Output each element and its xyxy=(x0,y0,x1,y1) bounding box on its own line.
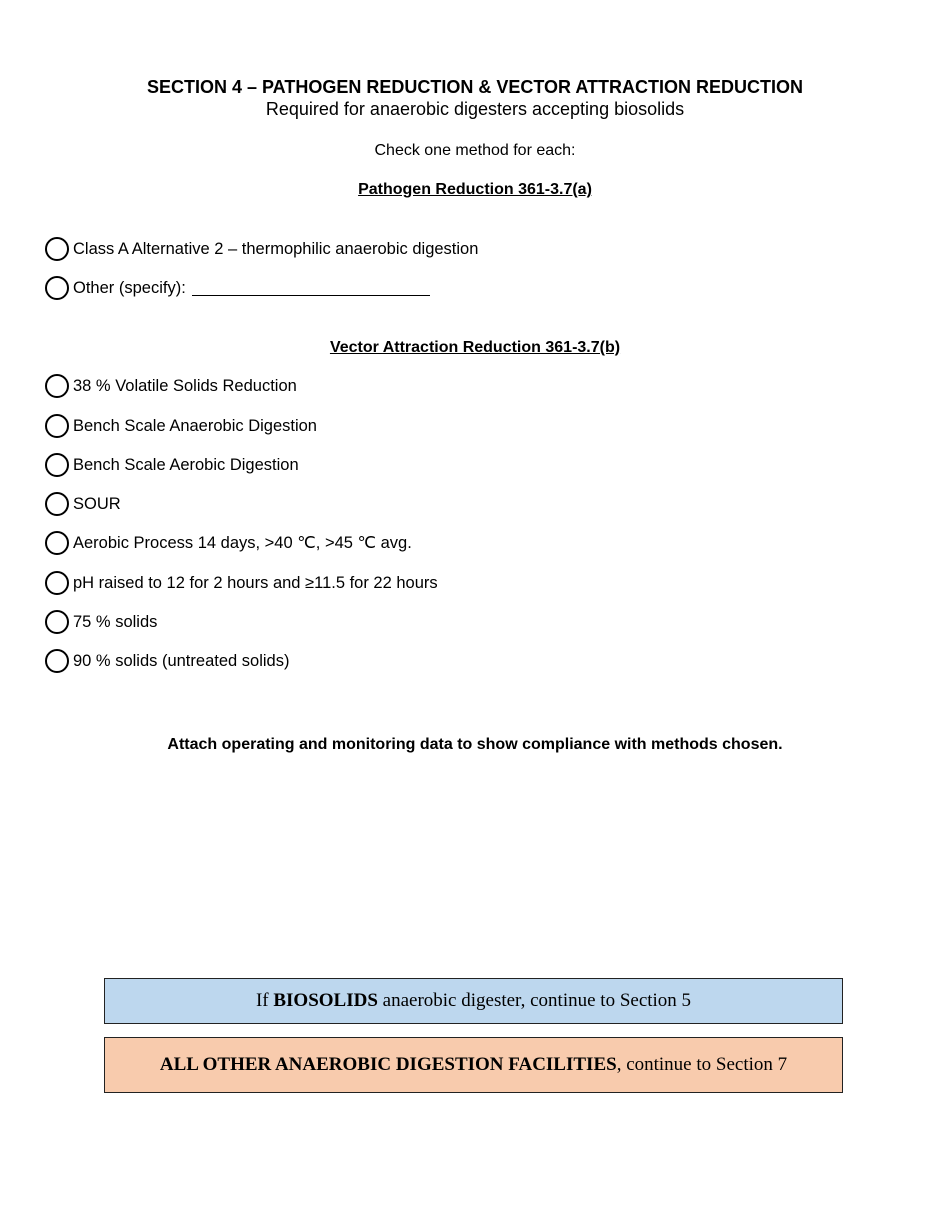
section-title: SECTION 4 – PATHOGEN REDUCTION & VECTOR ATTRACTION REDUCTION xyxy=(146,77,804,97)
pathogen-option-other[interactable] xyxy=(45,274,430,302)
instruction-text: Check one method for each: xyxy=(374,142,576,159)
pathogen-option-class-a[interactable] xyxy=(45,235,478,263)
radio-button[interactable] xyxy=(45,237,69,261)
radio-button[interactable] xyxy=(45,276,69,300)
radio-button[interactable] xyxy=(45,571,69,595)
option-label: SOUR xyxy=(73,494,121,513)
vector-heading xyxy=(0,339,950,357)
option-label: Bench Scale Anaerobic Digestion xyxy=(73,416,317,435)
biosolids-suffix: anaerobic digester, continue to Section 5 xyxy=(377,990,692,1011)
biosolids-bold: BIOSOLIDS xyxy=(273,990,378,1011)
option-label: Aerobic Process 14 days, >40 ℃, >45 ℃ avg. xyxy=(73,534,412,552)
vector-option-bench-anaerobic[interactable] xyxy=(45,412,317,440)
biosolids-routing-box xyxy=(104,978,843,1024)
pathogen-heading-text: Pathogen Reduction 361-3.7(a) xyxy=(358,181,592,198)
other-suffix: , continue to Section 7 xyxy=(616,1054,788,1075)
radio-button[interactable] xyxy=(45,374,69,398)
vector-option-bench-aerobic[interactable] xyxy=(45,451,299,479)
other-bold: ALL OTHER ANAEROBIC DIGESTION FACILITIES xyxy=(159,1054,617,1075)
section-subtitle: Required for anaerobic digesters accepting biosolids xyxy=(265,99,685,119)
pathogen-heading xyxy=(0,181,950,199)
vector-option-aerobic-process[interactable] xyxy=(45,529,412,557)
option-label: pH raised to 12 for 2 hours and ≥11.5 for 22 hours xyxy=(73,573,438,592)
other-facilities-routing-box xyxy=(104,1037,843,1093)
radio-button[interactable] xyxy=(45,531,69,555)
radio-button[interactable] xyxy=(45,610,69,634)
vector-option-ph-raised[interactable] xyxy=(45,569,438,597)
vector-option-volatile-solids[interactable] xyxy=(45,372,297,400)
compliance-note: Attach operating and monitoring data to show compliance with methods chosen. xyxy=(167,736,783,753)
radio-button[interactable] xyxy=(45,414,69,438)
option-label: Other (specify): xyxy=(73,278,186,297)
option-label: 38 % Volatile Solids Reduction xyxy=(73,376,297,395)
vector-option-90-solids[interactable] xyxy=(45,647,289,675)
option-label: Bench Scale Aerobic Digestion xyxy=(73,455,299,474)
radio-button[interactable] xyxy=(45,492,69,516)
option-label: 90 % solids (untreated solids) xyxy=(73,651,290,670)
vector-heading-text: Vector Attraction Reduction 361-3.7(b) xyxy=(329,339,621,356)
option-label: 75 % solids xyxy=(73,612,158,631)
radio-button[interactable] xyxy=(45,649,69,673)
vector-option-75-solids[interactable] xyxy=(45,608,157,636)
specify-blank-line[interactable] xyxy=(192,281,430,296)
biosolids-prefix: If xyxy=(255,990,274,1011)
vector-option-sour[interactable] xyxy=(45,490,121,518)
radio-button[interactable] xyxy=(45,453,69,477)
option-label: Class A Alternative 2 – thermophilic anaerobic digestion xyxy=(73,239,479,258)
